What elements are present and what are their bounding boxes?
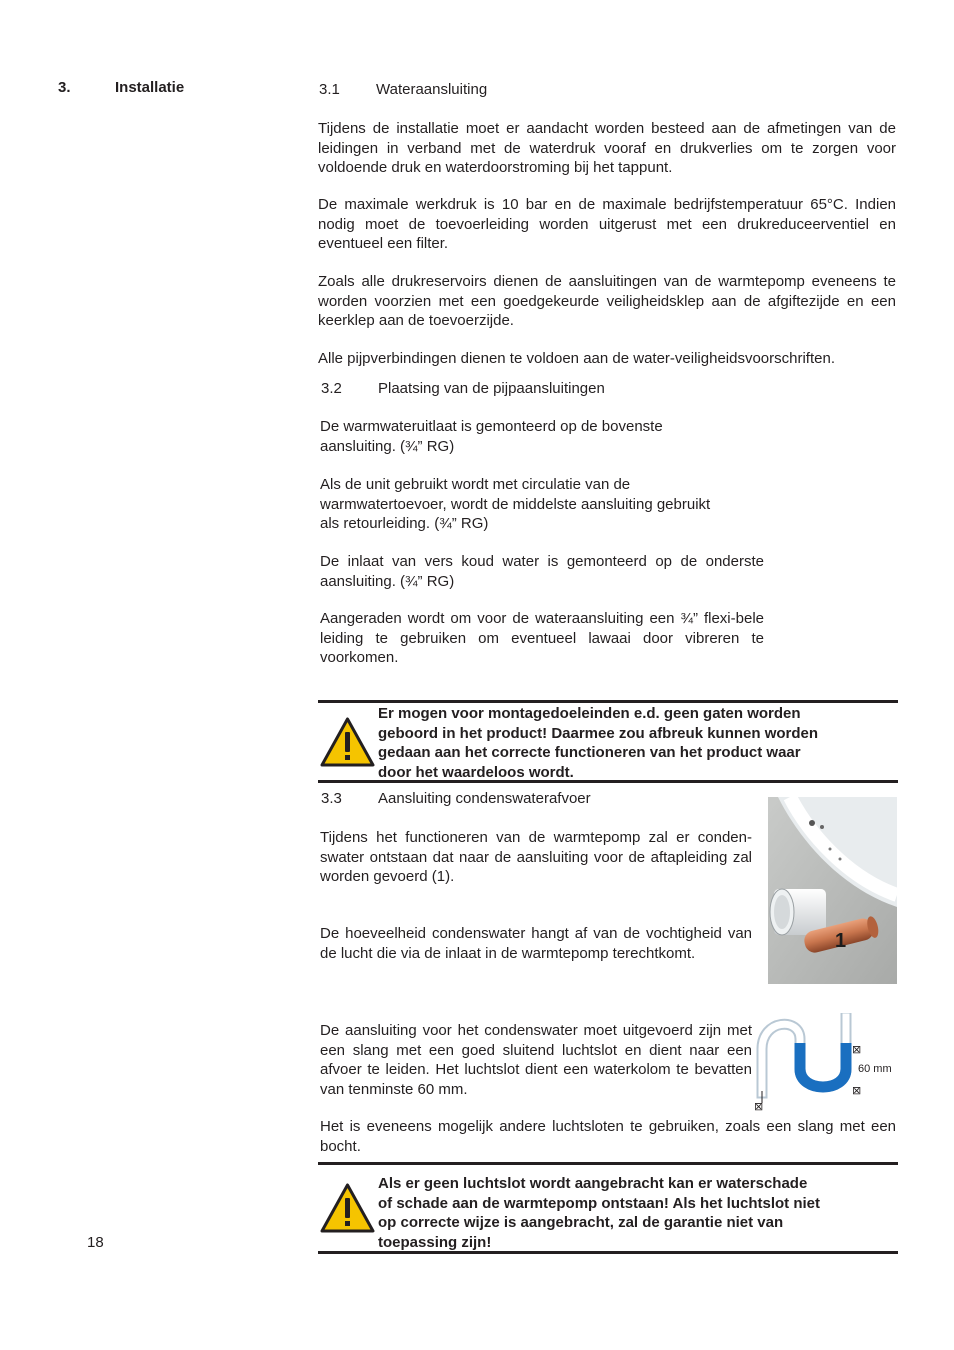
trap-marker-top: ⊠ [852,1043,862,1056]
warning-2-top-rule [318,1162,898,1165]
section-3-1-paragraph-3: Zoals alle drukreservoirs dienen de aansluitingen van de warmtepomp eveneens te worden voorzien met een goedgekeurde veiligheidsklep aan de afgiftezijde en een keerklep aan de toevoerzijde. [318,273,896,329]
section-3-3-paragraph-1: Tijdens het functioneren van de warmtepomp zal er conden-swater ontstaan dat naar de aansluiting voor de aftapleiding zal worden gevoerd (1). [320,829,752,885]
chapter-number: 3. [58,79,71,96]
section-3-3-title: Aansluiting condenswaterafvoer [378,790,591,807]
photo-label-1: 1 [835,930,847,952]
section-3-2-paragraph-2 [320,475,710,534]
section-3-3-paragraph-3: De aansluiting voor het condenswater moet uitgevoerd zijn met een slang met een goed sluitend luchtslot en dient naar een afvoer te leiden. Het luchtslot dient een waterkolom te bevatten van tenminste 60 mm. [320,1022,752,1098]
warning-2-bottom-rule [318,1251,898,1254]
trap-height-label: 60 mm [858,1063,892,1075]
warning-1-top-rule [318,700,898,703]
warning-1-bottom-rule [318,780,898,783]
water-trap-diagram [754,1013,898,1115]
warning-1-line-3: gedaan aan het correcte functioneren van het product waar [378,744,801,761]
warning-1-line-1: Er mogen voor montagedoeleinden e.d. geen gaten worden [378,705,801,722]
page-number: 18 [87,1234,104,1251]
warning-1-line-4: door het waardeloos wordt. [378,763,574,781]
warning-1-line-2: geboord in het product! Daarmee zou afbreuk kunnen worden [378,724,819,742]
warning-2-line-3: op correcte wijze is aangebracht, zal de garantie niet van [378,1214,784,1231]
trap-marker-bottom: ⊠ [852,1084,862,1097]
section-3-2-number: 3.2 [321,380,342,397]
section-3-2-paragraph-1 [320,417,663,456]
warning-1-text [378,704,868,782]
section-3-2-p2-line-2: warmwatertoevoer, wordt de middelste aansluiting gebruikt [320,495,711,513]
section-3-1-paragraph-4: Alle pijpverbindingen dienen te voldoen aan de water-veiligheidsvoorschriften. [318,350,835,367]
section-3-3-paragraph-4: Het is eveneens mogelijk andere luchtsloten te gebruiken, zoals een slang met een bocht. [320,1118,896,1155]
section-3-3-paragraph-2: De hoeveelheid condenswater hangt af van de vochtigheid van de lucht die via de inlaat in de warmtepomp terechtkomt. [320,925,752,962]
trap-marker-bottom-left: ⊠ [754,1100,764,1113]
warning-2-line-4: toepassing zijn! [378,1233,492,1251]
section-3-3-number: 3.3 [321,790,342,807]
section-3-2-paragraph-4: Aangeraden wordt om voor de wateraansluiting een ¾” flexi-bele leiding te gebruiken om eventueel lawaai door vibreren te voorkomen. [320,610,764,666]
section-3-2-p1-line-2: aansluiting. (¾” RG) [320,437,455,455]
warning-2-line-1: Als er geen luchtslot wordt aangebracht kan er waterschade [378,1175,808,1192]
section-3-1-paragraph-2: De maximale werkdruk is 10 bar en de maximale bedrijfstemperatuur 65°C. Indien nodig moet de toevoerleiding worden uitgerust met een drukreduceerventiel en eventueel een filter. [318,196,896,252]
section-3-2-p2-line-1: Als de unit gebruikt wordt met circulatie van de [320,476,631,493]
condensate-connection-photo [768,797,897,984]
warning-triangle-icon [320,717,375,767]
section-3-2-p2-line-3: als retourleiding. (¾” RG) [320,515,489,532]
section-3-1-number: 3.1 [319,81,340,98]
section-3-1-paragraph-1: Tijdens de installatie moet er aandacht worden besteed aan de afmetingen van de leidingen in verband met de waterdruk vooraf en drukverlies om te zorgen voor voldoende druk en waterdoorstroming bij het tappunt. [318,120,896,176]
section-3-1-title: Wateraansluiting [376,81,488,98]
section-3-2-title: Plaatsing van de pijpaansluitingen [378,380,605,397]
chapter-title: Installatie [115,79,185,96]
warning-2-text [378,1174,868,1252]
section-3-2-p1-line-1: De warmwateruitlaat is gemonteerd op de bovenste [320,418,663,435]
section-3-2-paragraph-3: De inlaat van vers koud water is gemonteerd op de onderste aansluiting. (¾” RG) [320,553,764,590]
warning-2-line-2: of schade aan de warmtepomp ontstaan! Als het luchtslot niet [378,1194,821,1212]
warning-triangle-icon [320,1183,375,1233]
